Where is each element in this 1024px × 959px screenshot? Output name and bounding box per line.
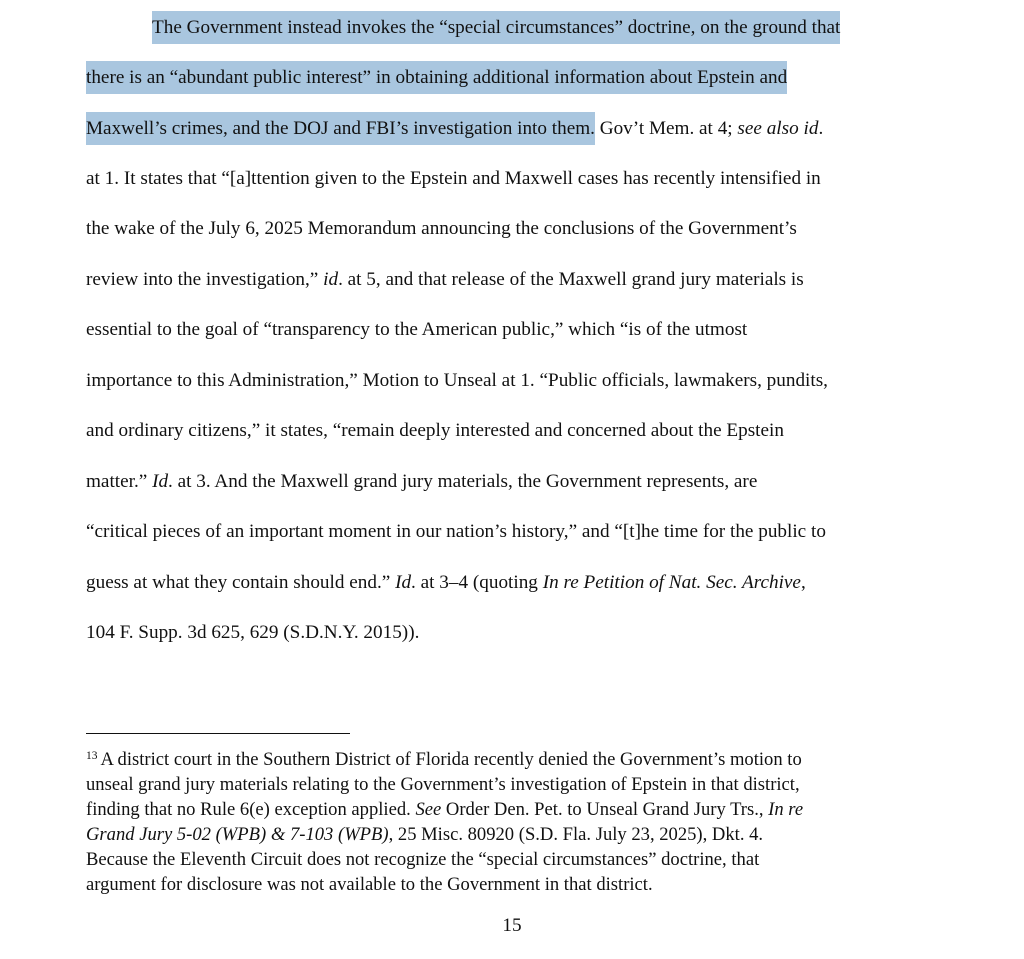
body-line-11 xyxy=(86,507,826,557)
body-text: essential to the goal of “transparency to the American public,” which “is of the utmost xyxy=(86,319,748,340)
body-text: the wake of the July 6, 2025 Memorandum announcing the conclusions of the Government’s xyxy=(86,218,797,239)
citation-text: Gov’t Mem. at 4; xyxy=(594,118,738,139)
body-text: and ordinary citizens,” it states, “remain deeply interested and concerned about the Epstein xyxy=(86,420,784,441)
footnote-number: 13 xyxy=(86,750,98,762)
footnote-line-2 xyxy=(86,772,800,797)
italic-signal: see also id xyxy=(737,118,819,139)
body-line-1 xyxy=(152,3,840,53)
footnote-text: finding that no Rule 6(e) exception applied. xyxy=(86,799,416,820)
body-text: guess at what they contain should end.” xyxy=(86,572,396,593)
footnote-line-6 xyxy=(86,872,653,897)
italic-citation: id xyxy=(323,269,339,290)
footnote-line-4 xyxy=(86,822,763,847)
body-line-5 xyxy=(86,204,797,254)
footnote-line-5 xyxy=(86,847,759,872)
italic-case-name: In re xyxy=(768,799,804,820)
body-text: 104 F. Supp. 3d 625, 629 (S.D.N.Y. 2015)). xyxy=(86,622,420,643)
footnote-text: A district court in the Southern District of Florida recently denied the Government’s motion to xyxy=(100,749,802,770)
italic-signal: See xyxy=(415,799,442,820)
italic-citation: Id xyxy=(152,471,169,492)
body-text: “critical pieces of an important moment in our nation’s history,” and “[t]he time for the public to xyxy=(86,521,826,542)
body-line-8 xyxy=(86,356,828,406)
footnote-text: unseal grand jury materials relating to the Government’s investigation of Epstein in that district, xyxy=(86,774,800,795)
footnote-text: Because the Eleventh Circuit does not recognize the “special circumstances” doctrine, that xyxy=(86,849,760,870)
highlighted-text[interactable]: The Government instead invokes the “special circumstances” doctrine, on the ground that xyxy=(152,11,840,44)
body-text: matter.” xyxy=(86,471,153,492)
body-line-6 xyxy=(86,255,804,305)
body-text: review into the investigation,” xyxy=(86,269,324,290)
italic-case-name: In re Petition of Nat. Sec. Archive xyxy=(542,572,801,593)
page-number: 15 xyxy=(502,915,522,936)
body-line-7 xyxy=(86,305,747,355)
body-text: . xyxy=(818,118,824,139)
body-line-12 xyxy=(86,558,806,608)
body-line-10 xyxy=(86,457,757,507)
body-text: at 1. It states that “[a]ttention given to the Epstein and Maxwell cases has recently intensified in xyxy=(86,168,821,189)
body-text: . at 3. And the Maxwell grand jury materials, the Government represents, are xyxy=(168,471,758,492)
footnote-line-3 xyxy=(86,797,803,822)
footnote-text: argument for disclosure was not available to the Government in that district. xyxy=(86,874,653,895)
italic-citation: Id xyxy=(395,572,412,593)
body-text: . at 3–4 (quoting xyxy=(411,572,543,593)
body-text: , xyxy=(800,572,806,593)
footnote-separator xyxy=(86,733,350,734)
footnote-text: , 25 Misc. 80920 (S.D. Fla. July 23, 2025), Dkt. 4. xyxy=(388,824,764,845)
body-line-9 xyxy=(86,406,784,456)
body-line-3 xyxy=(86,104,823,154)
body-text: . at 5, and that release of the Maxwell grand jury materials is xyxy=(338,269,804,290)
body-line-4 xyxy=(86,154,821,204)
body-line-2 xyxy=(86,53,787,103)
footnote-text: Order Den. Pet. to Unseal Grand Jury Trs., xyxy=(441,799,769,820)
italic-case-name: Grand Jury 5-02 (WPB) & 7-103 (WPB) xyxy=(86,824,389,845)
highlighted-text[interactable]: Maxwell’s crimes, and the DOJ and FBI’s investigation into them. xyxy=(86,112,595,145)
highlighted-text[interactable]: there is an “abundant public interest” in obtaining additional information about Epstein and xyxy=(86,61,787,94)
footnote-line-1 xyxy=(86,747,802,772)
body-line-13 xyxy=(86,608,419,658)
body-text: importance to this Administration,” Motion to Unseal at 1. “Public officials, lawmakers, pundits, xyxy=(86,370,828,391)
